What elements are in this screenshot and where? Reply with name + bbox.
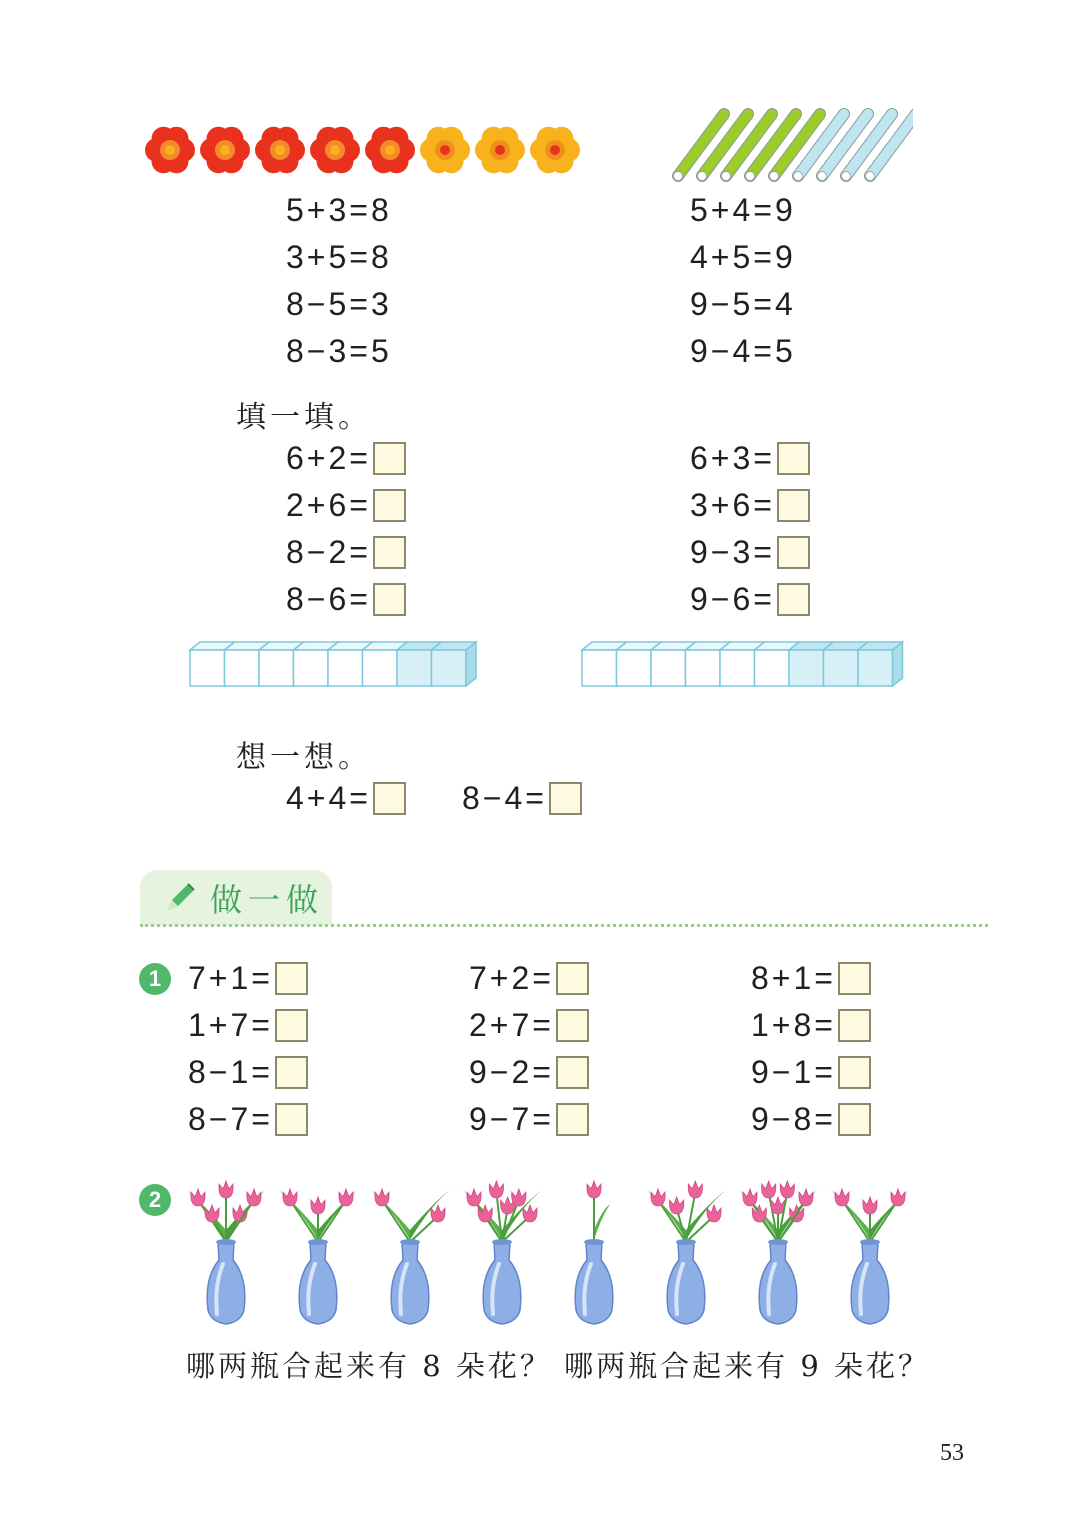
- equation-text: 9−5=4: [690, 286, 796, 322]
- cube-bar-left: [188, 636, 483, 692]
- do-section-title: 做一做: [210, 881, 325, 919]
- vase-with-flowers: [370, 1189, 450, 1324]
- yellow-flower: [530, 127, 580, 174]
- exercise-row: [690, 438, 810, 478]
- answer-box[interactable]: [777, 536, 810, 569]
- equation-text: 9−4=5: [690, 333, 796, 369]
- answer-box[interactable]: [777, 442, 810, 475]
- sticks-illustration: [668, 106, 913, 186]
- equation-text: 7+1=: [188, 960, 273, 996]
- equation-text: 9−1=: [751, 1054, 836, 1090]
- example-equation: [286, 237, 392, 277]
- exercise-row: [188, 1099, 308, 1139]
- exercise-row: [469, 958, 589, 998]
- problem-number-1: 1: [139, 963, 171, 995]
- vase-with-flowers: [278, 1189, 358, 1324]
- exercise-row: [751, 958, 871, 998]
- equation-text: 8+1=: [751, 960, 836, 996]
- example-equation: [690, 190, 796, 230]
- equation-text: 6+2=: [286, 440, 371, 476]
- vase-with-flowers: [462, 1181, 542, 1324]
- example-equation: [286, 190, 392, 230]
- equation-text: 5+4=9: [690, 192, 796, 228]
- answer-box[interactable]: [556, 1103, 589, 1136]
- exercise-row: [286, 438, 406, 478]
- equation-text: 2+7=: [469, 1007, 554, 1043]
- equation-text: 3+6=: [690, 487, 775, 523]
- yellow-flower: [420, 127, 470, 174]
- exercise-row: [751, 1005, 871, 1045]
- example-equation: [286, 284, 392, 324]
- answer-box[interactable]: [777, 583, 810, 616]
- vase-with-flowers: [830, 1189, 910, 1324]
- exercise-row: [751, 1052, 871, 1092]
- answer-box[interactable]: [373, 536, 406, 569]
- answer-box[interactable]: [373, 782, 406, 815]
- answer-box[interactable]: [838, 1009, 871, 1042]
- answer-box[interactable]: [838, 1056, 871, 1089]
- equation-text: 6+3=: [690, 440, 775, 476]
- think-item: 8−4=: [462, 778, 582, 818]
- answer-box[interactable]: [373, 489, 406, 522]
- red-flower: [145, 127, 195, 174]
- exercise-row: [469, 1005, 589, 1045]
- equation-text: 5+3=8: [286, 192, 392, 228]
- exercise-row: [469, 1052, 589, 1092]
- section-divider: [140, 924, 988, 927]
- flowers-illustration: [140, 118, 585, 182]
- equation-text: 9−2=: [469, 1054, 554, 1090]
- example-equation: [286, 331, 392, 371]
- exercise-row: [286, 485, 406, 525]
- red-flower: [200, 127, 250, 174]
- exercise-row: [469, 1099, 589, 1139]
- red-flower: [310, 127, 360, 174]
- red-flower: [255, 127, 305, 174]
- answer-box[interactable]: [838, 962, 871, 995]
- exercise-row: [690, 485, 810, 525]
- equation-text: 4+5=9: [690, 239, 796, 275]
- equation-text: 8−7=: [188, 1101, 273, 1137]
- exercise-row: [188, 1005, 308, 1045]
- equation-text: 7+2=: [469, 960, 554, 996]
- cube-bar-right: [580, 636, 910, 692]
- answer-box[interactable]: [275, 1009, 308, 1042]
- vase-with-flowers: [186, 1181, 266, 1324]
- answer-box[interactable]: [838, 1103, 871, 1136]
- exercise-row: [286, 579, 406, 619]
- yellow-flower: [475, 127, 525, 174]
- think-item: 4+4=: [286, 778, 406, 818]
- equation-text: 9−8=: [751, 1101, 836, 1137]
- answer-box[interactable]: [373, 442, 406, 475]
- example-equation: [690, 237, 796, 277]
- answer-box[interactable]: [549, 782, 582, 815]
- vases-illustration: [180, 1160, 920, 1332]
- exercise-row: [751, 1099, 871, 1139]
- pencil-icon: [158, 876, 202, 920]
- page-number: 53: [940, 1440, 964, 1466]
- answer-box[interactable]: [777, 489, 810, 522]
- equation-text: 3+5=8: [286, 239, 392, 275]
- exercise-row: [690, 532, 810, 572]
- problem-2-question: 哪两瓶合起来有 8 朵花？ 哪两瓶合起来有 9 朵花？: [186, 1349, 930, 1383]
- think-section-title: 想一想。: [236, 740, 372, 775]
- vase-with-flowers: [738, 1181, 818, 1324]
- equation-text: 8−6=: [286, 581, 371, 617]
- answer-box[interactable]: [556, 1009, 589, 1042]
- equation-text: 9−7=: [469, 1101, 554, 1137]
- vase-with-flowers: [575, 1181, 613, 1324]
- red-flower: [365, 127, 415, 174]
- answer-box[interactable]: [275, 1056, 308, 1089]
- equation-text: 1+7=: [188, 1007, 273, 1043]
- cube-bar-end: [893, 642, 903, 686]
- vase-with-flowers: [646, 1181, 726, 1324]
- example-equation: [690, 284, 796, 324]
- exercise-row: [188, 958, 308, 998]
- answer-box[interactable]: [373, 583, 406, 616]
- equation-text: 8−1=: [188, 1054, 273, 1090]
- fill-section-title: 填一填。: [236, 400, 372, 435]
- equation-text: 8−2=: [286, 534, 371, 570]
- equation-text: 2+6=: [286, 487, 371, 523]
- equation-text: 9−6=: [690, 581, 775, 617]
- answer-box[interactable]: [275, 962, 308, 995]
- equation-text: 8−3=5: [286, 333, 392, 369]
- exercise-row: [188, 1052, 308, 1092]
- do-section-header: [140, 870, 332, 926]
- answer-box[interactable]: [556, 1056, 589, 1089]
- equation-text: 9−3=: [690, 534, 775, 570]
- example-equation: [690, 331, 796, 371]
- equation-text: 1+8=: [751, 1007, 836, 1043]
- cube-bar-end: [466, 642, 476, 686]
- equation-text: 8−5=3: [286, 286, 392, 322]
- answer-box[interactable]: [275, 1103, 308, 1136]
- answer-box[interactable]: [556, 962, 589, 995]
- exercise-row: [690, 579, 810, 619]
- exercise-row: [286, 532, 406, 572]
- problem-number-2: 2: [139, 1184, 171, 1216]
